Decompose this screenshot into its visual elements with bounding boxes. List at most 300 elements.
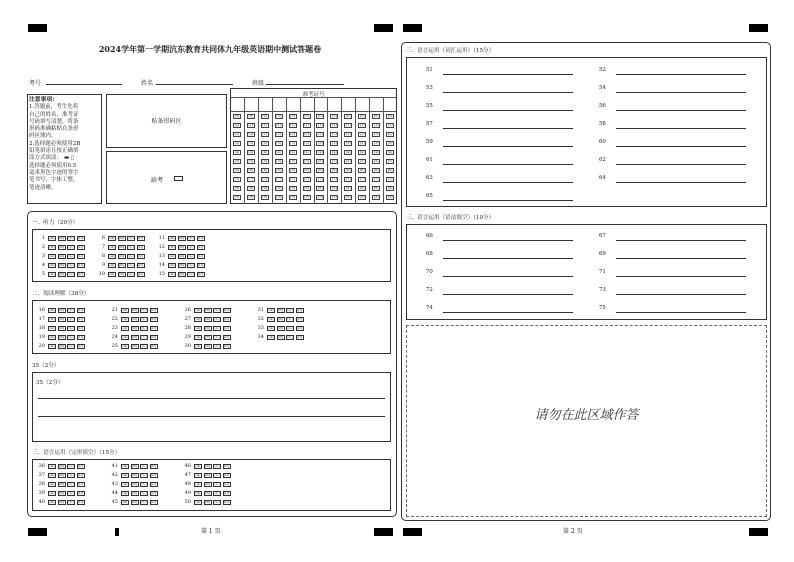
ticket-digit-bubble[interactable]: [9]: [304, 195, 309, 199]
ticket-digit-bubble[interactable]: [1]: [304, 123, 309, 127]
ticket-digit-bubble[interactable]: [5]: [304, 159, 309, 163]
choice-bubble-d[interactable]: [D]: [150, 491, 157, 496]
choice-bubble-b[interactable]: [B]: [205, 473, 210, 478]
choice-bubble-a[interactable]: [A]: [122, 308, 128, 313]
choice-bubble-d[interactable]: [D]: [223, 464, 230, 469]
blank-answer-line[interactable]: [616, 182, 746, 183]
name-field[interactable]: [156, 84, 233, 85]
choice-bubble-a[interactable]: [A]: [195, 464, 201, 469]
ticket-digit-bubble[interactable]: [1]: [387, 123, 393, 127]
choice-bubble-d[interactable]: [D]: [223, 500, 230, 505]
choice-bubble-c[interactable]: [C]: [141, 482, 147, 487]
choice-bubble-c[interactable]: [C]: [68, 464, 74, 469]
ticket-digit-bubble[interactable]: [6]: [387, 168, 393, 172]
ticket-digit-bubble[interactable]: [0]: [359, 114, 365, 118]
choice-bubble-a[interactable]: [A]: [109, 263, 115, 268]
blank-answer-line[interactable]: [443, 312, 573, 313]
choice-bubble-b[interactable]: [B]: [205, 482, 210, 487]
blank-answer-line[interactable]: [443, 258, 573, 259]
choice-bubble-c[interactable]: [C]: [188, 254, 194, 259]
ticket-digit-bubble[interactable]: [7]: [262, 177, 268, 181]
blank-answer-line[interactable]: [443, 182, 573, 183]
choice-bubble-c[interactable]: [C]: [128, 263, 134, 268]
choice-bubble-b[interactable]: [B]: [179, 272, 184, 277]
ticket-digit-bubble[interactable]: [7]: [276, 177, 282, 181]
choice-bubble-d[interactable]: [D]: [296, 317, 303, 322]
choice-bubble-d[interactable]: [D]: [223, 491, 230, 496]
ticket-digit-bubble[interactable]: [4]: [387, 150, 393, 154]
choice-bubble-a[interactable]: [A]: [195, 344, 201, 349]
ticket-digit-bubble[interactable]: [2]: [304, 132, 309, 136]
blank-answer-line[interactable]: [616, 146, 746, 147]
choice-bubble-a[interactable]: [A]: [169, 263, 175, 268]
choice-bubble-a[interactable]: [A]: [122, 491, 128, 496]
choice-bubble-a[interactable]: [A]: [109, 254, 115, 259]
choice-bubble-d[interactable]: [D]: [223, 326, 230, 331]
choice-bubble-c[interactable]: [C]: [68, 335, 74, 340]
ticket-digit-bubble[interactable]: [8]: [373, 186, 379, 190]
ticket-digit-bubble[interactable]: [6]: [248, 168, 254, 172]
ticket-digit-bubble[interactable]: [7]: [359, 177, 365, 181]
choice-bubble-a[interactable]: [A]: [49, 308, 55, 313]
choice-bubble-a[interactable]: [A]: [122, 317, 128, 322]
ticket-digit-bubble[interactable]: [3]: [332, 141, 337, 145]
ticket-digit-bubble[interactable]: [2]: [248, 132, 254, 136]
choice-bubble-b[interactable]: [B]: [59, 245, 64, 250]
choice-bubble-a[interactable]: [A]: [169, 236, 175, 241]
class-field[interactable]: [266, 84, 344, 85]
choice-bubble-a[interactable]: [A]: [195, 491, 201, 496]
ticket-digit-bubble[interactable]: [6]: [234, 168, 240, 172]
blank-answer-line[interactable]: [616, 92, 746, 93]
choice-bubble-b[interactable]: [B]: [59, 491, 64, 496]
choice-bubble-c[interactable]: [C]: [214, 317, 220, 322]
ticket-digit-bubble[interactable]: [3]: [373, 141, 379, 145]
choice-bubble-c[interactable]: [C]: [287, 317, 293, 322]
choice-bubble-a[interactable]: [A]: [49, 482, 55, 487]
ticket-digit-bubble[interactable]: [1]: [345, 123, 351, 127]
blank-answer-line[interactable]: [443, 276, 573, 277]
choice-bubble-b[interactable]: [B]: [59, 473, 64, 478]
ticket-digit-bubble[interactable]: [3]: [248, 141, 254, 145]
ticket-digit-bubble[interactable]: [2]: [373, 132, 379, 136]
ticket-digit-bubble[interactable]: [6]: [359, 168, 365, 172]
ticket-digit-bubble[interactable]: [6]: [373, 168, 379, 172]
choice-bubble-b[interactable]: [B]: [205, 344, 210, 349]
choice-bubble-c[interactable]: [C]: [141, 335, 147, 340]
ticket-digit-bubble[interactable]: [8]: [359, 186, 365, 190]
ticket-digit-bubble[interactable]: [3]: [290, 141, 295, 145]
choice-bubble-b[interactable]: [B]: [132, 308, 137, 313]
choice-bubble-c[interactable]: [C]: [188, 263, 194, 268]
choice-bubble-c[interactable]: [C]: [68, 236, 74, 241]
choice-bubble-a[interactable]: [A]: [109, 245, 115, 250]
ticket-digit-bubble[interactable]: [4]: [304, 150, 309, 154]
choice-bubble-c[interactable]: [C]: [287, 308, 293, 313]
ticket-digit-bubble[interactable]: [3]: [276, 141, 282, 145]
ticket-digit-bubble[interactable]: [4]: [332, 150, 337, 154]
choice-bubble-b[interactable]: [B]: [278, 308, 283, 313]
choice-bubble-b[interactable]: [B]: [205, 335, 210, 340]
blank-answer-line[interactable]: [616, 74, 746, 75]
choice-bubble-d[interactable]: [D]: [77, 254, 84, 259]
ticket-digit-bubble[interactable]: [5]: [262, 159, 268, 163]
blank-answer-line[interactable]: [616, 276, 746, 277]
choice-bubble-b[interactable]: [B]: [59, 254, 64, 259]
choice-bubble-c[interactable]: [C]: [214, 335, 220, 340]
choice-bubble-c[interactable]: [C]: [68, 272, 74, 277]
ticket-digit-bubble[interactable]: [2]: [290, 132, 295, 136]
choice-bubble-c[interactable]: [C]: [141, 500, 147, 505]
choice-bubble-c[interactable]: [C]: [214, 464, 220, 469]
choice-bubble-c[interactable]: [C]: [214, 308, 220, 313]
choice-bubble-a[interactable]: [A]: [122, 473, 128, 478]
choice-bubble-a[interactable]: [A]: [49, 491, 55, 496]
choice-bubble-d[interactable]: [D]: [197, 254, 204, 259]
choice-bubble-a[interactable]: [A]: [122, 482, 128, 487]
choice-bubble-b[interactable]: [B]: [179, 254, 184, 259]
choice-bubble-d[interactable]: [D]: [223, 473, 230, 478]
choice-bubble-d[interactable]: [D]: [223, 308, 230, 313]
choice-bubble-b[interactable]: [B]: [59, 482, 64, 487]
choice-bubble-c[interactable]: [C]: [287, 335, 293, 340]
blank-answer-line[interactable]: [443, 164, 573, 165]
ticket-digit-bubble[interactable]: [1]: [248, 123, 254, 127]
ticket-digit-bubble[interactable]: [4]: [248, 150, 254, 154]
ticket-digit-bubble[interactable]: [1]: [332, 123, 337, 127]
choice-bubble-d[interactable]: [D]: [137, 245, 144, 250]
ticket-digit-bubble[interactable]: [0]: [290, 114, 295, 118]
blank-answer-line[interactable]: [443, 92, 573, 93]
choice-bubble-a[interactable]: [A]: [195, 308, 201, 313]
ticket-digit-bubble[interactable]: [6]: [276, 168, 282, 172]
ticket-digit-bubble[interactable]: [8]: [276, 186, 282, 190]
exam-no-field[interactable]: [46, 84, 122, 85]
ticket-digit-bubble[interactable]: [7]: [304, 177, 309, 181]
ticket-digit-bubble[interactable]: [4]: [290, 150, 295, 154]
ticket-digit-bubble[interactable]: [1]: [318, 123, 323, 127]
ticket-digit-bubble[interactable]: [3]: [304, 141, 309, 145]
choice-bubble-b[interactable]: [B]: [119, 236, 124, 241]
ticket-digit-bubble[interactable]: [7]: [345, 177, 351, 181]
choice-bubble-c[interactable]: [C]: [68, 344, 74, 349]
choice-bubble-c[interactable]: [C]: [68, 500, 74, 505]
choice-bubble-b[interactable]: [B]: [119, 272, 124, 277]
blank-answer-line[interactable]: [443, 110, 573, 111]
choice-bubble-a[interactable]: [A]: [195, 482, 201, 487]
ticket-digit-bubble[interactable]: [7]: [332, 177, 337, 181]
ticket-digit-bubble[interactable]: [7]: [318, 177, 323, 181]
ticket-digit-bubble[interactable]: [3]: [262, 141, 268, 145]
choice-bubble-b[interactable]: [B]: [278, 317, 283, 322]
choice-bubble-a[interactable]: [A]: [195, 326, 201, 331]
ticket-digit-bubble[interactable]: [8]: [290, 186, 295, 190]
choice-bubble-a[interactable]: [A]: [109, 272, 115, 277]
choice-bubble-a[interactable]: [A]: [195, 335, 201, 340]
ticket-digit-bubble[interactable]: [8]: [387, 186, 393, 190]
ticket-digit-bubble[interactable]: [3]: [359, 141, 365, 145]
blank-answer-line[interactable]: [443, 128, 573, 129]
choice-bubble-d[interactable]: [D]: [150, 464, 157, 469]
ticket-digit-bubble[interactable]: [5]: [248, 159, 254, 163]
ticket-digit-bubble[interactable]: [8]: [262, 186, 268, 190]
ticket-digit-bubble[interactable]: [3]: [387, 141, 393, 145]
choice-bubble-c[interactable]: [C]: [128, 236, 134, 241]
choice-bubble-b[interactable]: [B]: [205, 317, 210, 322]
choice-bubble-a[interactable]: [A]: [122, 500, 128, 505]
ticket-digit-bubble[interactable]: [9]: [359, 195, 365, 199]
ticket-digit-bubble[interactable]: [7]: [248, 177, 254, 181]
choice-bubble-b[interactable]: [B]: [59, 263, 64, 268]
choice-bubble-c[interactable]: [C]: [68, 317, 74, 322]
ticket-digit-bubble[interactable]: [0]: [318, 114, 323, 118]
choice-bubble-b[interactable]: [B]: [119, 245, 124, 250]
choice-bubble-c[interactable]: [C]: [141, 308, 147, 313]
choice-bubble-b[interactable]: [B]: [132, 317, 137, 322]
choice-bubble-b[interactable]: [B]: [119, 263, 124, 268]
choice-bubble-a[interactable]: [A]: [49, 245, 55, 250]
choice-bubble-d[interactable]: [D]: [150, 308, 157, 313]
choice-bubble-d[interactable]: [D]: [150, 335, 157, 340]
choice-bubble-a[interactable]: [A]: [122, 344, 128, 349]
choice-bubble-b[interactable]: [B]: [132, 473, 137, 478]
choice-bubble-d[interactable]: [D]: [223, 344, 230, 349]
choice-bubble-d[interactable]: [D]: [77, 308, 84, 313]
ticket-digit-bubble[interactable]: [9]: [373, 195, 379, 199]
choice-bubble-c[interactable]: [C]: [141, 464, 147, 469]
choice-bubble-b[interactable]: [B]: [59, 308, 64, 313]
choice-bubble-c[interactable]: [C]: [214, 473, 220, 478]
ticket-digit-bubble[interactable]: [2]: [234, 132, 240, 136]
ticket-digit-bubble[interactable]: [6]: [345, 168, 351, 172]
choice-bubble-a[interactable]: [A]: [49, 344, 55, 349]
ticket-digit-bubble[interactable]: [2]: [359, 132, 365, 136]
choice-bubble-a[interactable]: [A]: [268, 335, 274, 340]
ticket-digit-bubble[interactable]: [5]: [345, 159, 351, 163]
choice-bubble-b[interactable]: [B]: [59, 272, 64, 277]
choice-bubble-d[interactable]: [D]: [77, 482, 84, 487]
ticket-digit-bubble[interactable]: [4]: [234, 150, 240, 154]
ticket-digit-bubble[interactable]: [5]: [318, 159, 323, 163]
choice-bubble-b[interactable]: [B]: [205, 308, 210, 313]
ticket-digit-bubble[interactable]: [6]: [262, 168, 268, 172]
blank-answer-line[interactable]: [616, 128, 746, 129]
ticket-digit-bubble[interactable]: [7]: [234, 177, 240, 181]
choice-bubble-c[interactable]: [C]: [214, 491, 220, 496]
choice-bubble-c[interactable]: [C]: [128, 272, 134, 277]
ticket-digit-bubble[interactable]: [1]: [262, 123, 268, 127]
choice-bubble-b[interactable]: [B]: [179, 245, 184, 250]
ticket-digit-bubble[interactable]: [0]: [248, 114, 254, 118]
choice-bubble-d[interactable]: [D]: [77, 344, 84, 349]
choice-bubble-c[interactable]: [C]: [128, 254, 134, 259]
choice-bubble-a[interactable]: [A]: [268, 308, 274, 313]
choice-bubble-d[interactable]: [D]: [150, 473, 157, 478]
choice-bubble-a[interactable]: [A]: [49, 335, 55, 340]
ticket-digit-bubble[interactable]: [9]: [276, 195, 282, 199]
choice-bubble-c[interactable]: [C]: [214, 344, 220, 349]
ticket-digit-bubble[interactable]: [4]: [276, 150, 282, 154]
ticket-digit-bubble[interactable]: [0]: [387, 114, 393, 118]
choice-bubble-a[interactable]: [A]: [268, 317, 274, 322]
ticket-digit-bubble[interactable]: [2]: [262, 132, 268, 136]
choice-bubble-a[interactable]: [A]: [122, 335, 128, 340]
choice-bubble-a[interactable]: [A]: [49, 326, 55, 331]
choice-bubble-c[interactable]: [C]: [141, 317, 147, 322]
choice-bubble-c[interactable]: [C]: [214, 500, 220, 505]
ticket-digit-bubble[interactable]: [8]: [345, 186, 351, 190]
ticket-digit-bubble[interactable]: [0]: [304, 114, 309, 118]
ticket-digit-bubble[interactable]: [6]: [318, 168, 323, 172]
ticket-digit-bubble[interactable]: [8]: [234, 186, 240, 190]
choice-bubble-d[interactable]: [D]: [296, 326, 303, 331]
choice-bubble-a[interactable]: [A]: [169, 245, 175, 250]
ticket-digit-bubble[interactable]: [2]: [332, 132, 337, 136]
choice-bubble-c[interactable]: [C]: [68, 263, 74, 268]
choice-bubble-a[interactable]: [A]: [195, 317, 201, 322]
blank-answer-line[interactable]: [443, 240, 573, 241]
choice-bubble-b[interactable]: [B]: [179, 236, 184, 241]
choice-bubble-c[interactable]: [C]: [214, 326, 220, 331]
ticket-digit-bubble[interactable]: [9]: [345, 195, 351, 199]
ticket-digit-bubble[interactable]: [5]: [234, 159, 240, 163]
choice-bubble-b[interactable]: [B]: [59, 335, 64, 340]
choice-bubble-b[interactable]: [B]: [205, 326, 210, 331]
ticket-digit-bubble[interactable]: [9]: [387, 195, 393, 199]
blank-answer-line[interactable]: [443, 200, 573, 201]
choice-bubble-a[interactable]: [A]: [49, 254, 55, 259]
ticket-digit-bubble[interactable]: [5]: [387, 159, 393, 163]
ticket-digit-bubble[interactable]: [3]: [318, 141, 323, 145]
ticket-digit-bubble[interactable]: [9]: [290, 195, 295, 199]
blank-answer-line[interactable]: [616, 110, 746, 111]
choice-bubble-b[interactable]: [B]: [132, 464, 137, 469]
choice-bubble-a[interactable]: [A]: [49, 464, 55, 469]
blank-answer-line[interactable]: [616, 164, 746, 165]
choice-bubble-a[interactable]: [A]: [49, 500, 55, 505]
choice-bubble-b[interactable]: [B]: [205, 491, 210, 496]
choice-bubble-d[interactable]: [D]: [77, 335, 84, 340]
choice-bubble-a[interactable]: [A]: [49, 272, 55, 277]
choice-bubble-d[interactable]: [D]: [150, 482, 157, 487]
choice-bubble-b[interactable]: [B]: [205, 500, 210, 505]
ticket-digit-bubble[interactable]: [3]: [345, 141, 351, 145]
choice-bubble-a[interactable]: [A]: [122, 326, 128, 331]
choice-bubble-b[interactable]: [B]: [59, 236, 64, 241]
choice-bubble-c[interactable]: [C]: [188, 236, 194, 241]
choice-bubble-c[interactable]: [C]: [188, 245, 194, 250]
choice-bubble-a[interactable]: [A]: [122, 464, 128, 469]
ticket-digit-bubble[interactable]: [8]: [248, 186, 254, 190]
choice-bubble-d[interactable]: [D]: [77, 272, 84, 277]
ticket-digit-bubble[interactable]: [9]: [234, 195, 240, 199]
choice-bubble-c[interactable]: [C]: [68, 491, 74, 496]
choice-bubble-c[interactable]: [C]: [214, 482, 220, 487]
choice-bubble-c[interactable]: [C]: [68, 254, 74, 259]
choice-bubble-d[interactable]: [D]: [137, 254, 144, 259]
ticket-digit-bubble[interactable]: [8]: [304, 186, 309, 190]
choice-bubble-d[interactable]: [D]: [150, 326, 157, 331]
choice-bubble-b[interactable]: [B]: [179, 263, 184, 268]
blank-answer-line[interactable]: [616, 312, 746, 313]
choice-bubble-c[interactable]: [C]: [287, 326, 293, 331]
choice-bubble-d[interactable]: [D]: [197, 263, 204, 268]
choice-bubble-b[interactable]: [B]: [132, 482, 137, 487]
choice-bubble-a[interactable]: [A]: [49, 236, 55, 241]
ticket-digit-bubble[interactable]: [9]: [248, 195, 254, 199]
choice-bubble-d[interactable]: [D]: [77, 317, 84, 322]
ticket-digit-bubble[interactable]: [5]: [332, 159, 337, 163]
ticket-digit-bubble[interactable]: [8]: [332, 186, 337, 190]
choice-bubble-c[interactable]: [C]: [141, 344, 147, 349]
choice-bubble-a[interactable]: [A]: [109, 236, 115, 241]
ticket-digit-bubble[interactable]: [2]: [318, 132, 323, 136]
ticket-digit-bubble[interactable]: [4]: [345, 150, 351, 154]
ticket-digit-bubble[interactable]: [6]: [290, 168, 295, 172]
choice-bubble-a[interactable]: [A]: [169, 272, 175, 277]
choice-bubble-c[interactable]: [C]: [68, 473, 74, 478]
choice-bubble-d[interactable]: [D]: [197, 236, 204, 241]
choice-bubble-d[interactable]: [D]: [150, 317, 157, 322]
ticket-digit-bubble[interactable]: [7]: [387, 177, 393, 181]
ticket-digit-bubble[interactable]: [2]: [387, 132, 393, 136]
choice-bubble-b[interactable]: [B]: [59, 326, 64, 331]
choice-bubble-c[interactable]: [C]: [68, 482, 74, 487]
ticket-digit-bubble[interactable]: [3]: [234, 141, 240, 145]
choice-bubble-d[interactable]: [D]: [77, 326, 84, 331]
choice-bubble-a[interactable]: [A]: [49, 317, 55, 322]
blank-answer-line[interactable]: [616, 258, 746, 259]
choice-bubble-a[interactable]: [A]: [169, 254, 175, 259]
choice-bubble-c[interactable]: [C]: [141, 326, 147, 331]
ticket-digit-bubble[interactable]: [5]: [276, 159, 282, 163]
choice-bubble-d[interactable]: [D]: [137, 272, 144, 277]
q35-line-1[interactable]: [38, 398, 385, 399]
choice-bubble-d[interactable]: [D]: [150, 344, 157, 349]
ticket-digit-bubble[interactable]: [6]: [304, 168, 309, 172]
blank-answer-line[interactable]: [443, 294, 573, 295]
choice-bubble-d[interactable]: [D]: [137, 236, 144, 241]
choice-bubble-d[interactable]: [D]: [223, 317, 230, 322]
ticket-digit-bubble[interactable]: [8]: [318, 186, 323, 190]
choice-bubble-b[interactable]: [B]: [278, 335, 283, 340]
choice-bubble-c[interactable]: [C]: [68, 245, 74, 250]
ticket-digit-bubble[interactable]: [0]: [276, 114, 282, 118]
choice-bubble-b[interactable]: [B]: [132, 344, 137, 349]
ticket-digit-bubble[interactable]: [9]: [332, 195, 337, 199]
choice-bubble-d[interactable]: [D]: [197, 245, 204, 250]
ticket-digit-bubble[interactable]: [4]: [262, 150, 268, 154]
ticket-digit-bubble[interactable]: [2]: [345, 132, 351, 136]
blank-answer-line[interactable]: [443, 74, 573, 75]
choice-bubble-a[interactable]: [A]: [195, 473, 201, 478]
ticket-digit-bubble[interactable]: [9]: [318, 195, 323, 199]
blank-answer-line[interactable]: [443, 146, 573, 147]
choice-bubble-d[interactable]: [D]: [223, 335, 230, 340]
choice-bubble-c[interactable]: [C]: [68, 308, 74, 313]
choice-bubble-c[interactable]: [C]: [141, 473, 147, 478]
ticket-digit-bubble[interactable]: [1]: [290, 123, 295, 127]
ticket-digit-bubble[interactable]: [5]: [359, 159, 365, 163]
ticket-digit-bubble[interactable]: [2]: [276, 132, 282, 136]
choice-bubble-b[interactable]: [B]: [119, 254, 124, 259]
ticket-digit-bubble[interactable]: [4]: [318, 150, 323, 154]
choice-bubble-b[interactable]: [B]: [132, 335, 137, 340]
choice-bubble-a[interactable]: [A]: [49, 263, 55, 268]
ticket-digit-bubble[interactable]: [5]: [290, 159, 295, 163]
choice-bubble-a[interactable]: [A]: [195, 500, 201, 505]
choice-bubble-b[interactable]: [B]: [132, 326, 137, 331]
